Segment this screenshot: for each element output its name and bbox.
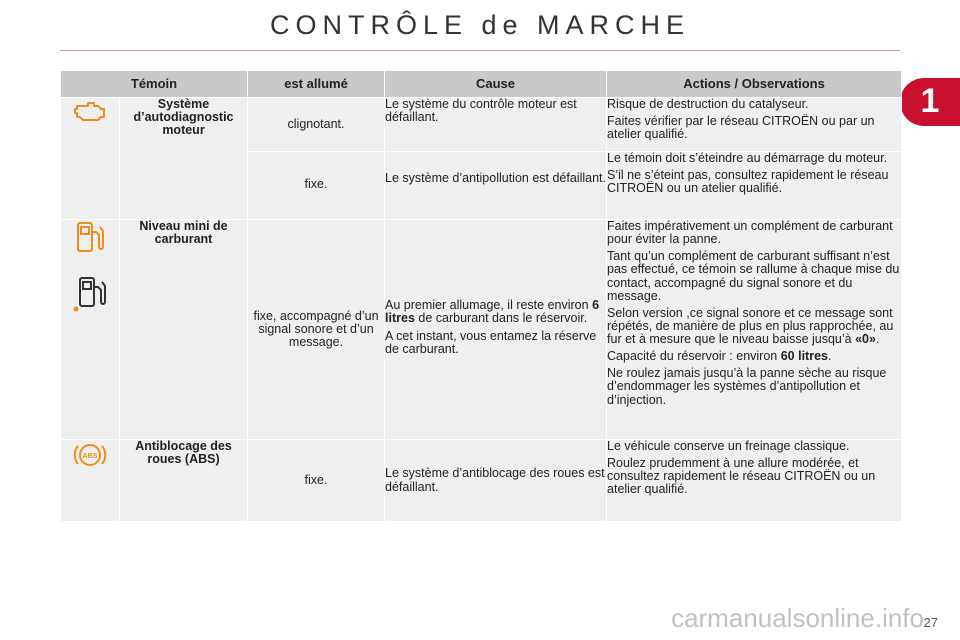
chapter-tab[interactable] (900, 78, 960, 126)
engine-actions-1 (607, 98, 902, 152)
fuel-reserve-volume: 6 litres (385, 298, 600, 326)
fuel-pump-icon (61, 220, 119, 257)
engine-name: Système d’autodiagnostic moteur (120, 98, 248, 220)
abs-icon (73, 453, 107, 473)
action-line: Risque de destruction du catalyseur. (607, 97, 809, 111)
action-line: Faites impérativement un complément de carburant pour éviter la panne. (607, 219, 893, 247)
action-line: Le véhicule conserve un freinage classique. (607, 439, 850, 453)
engine-icon-cell (61, 98, 120, 220)
table-header-row (61, 71, 902, 98)
action-line: Capacité du réservoir : environ 60 litres. (607, 349, 832, 364)
action-line: Faites vérifier par le réseau CITROËN ou par un atelier qualifié. (607, 114, 875, 142)
action-line: S’il ne s’éteint pas, consultez rapidement le réseau CITROËN ou un atelier qualifié. (607, 168, 889, 196)
abs-state: fixe. (248, 440, 385, 522)
fuel-icon-cell (61, 220, 120, 440)
abs-name: Antiblocage des roues (ABS) (120, 440, 248, 522)
fuel-pump-low-icon (61, 275, 119, 316)
watermark: carmanualsonline.info (671, 603, 924, 633)
fuel-cause-line: Au premier allumage, il reste environ 6 litres de carburant dans le réservoir. (385, 298, 600, 326)
warning-lights-table (60, 70, 902, 522)
page-title: CONTRÔLE de MARCHE (269, 10, 691, 40)
fuel-actions (607, 220, 902, 440)
table-row (61, 440, 902, 522)
engine-warning-icon (73, 113, 107, 127)
fuel-state: fixe, accompagné d’un signal sonore et d’un message. (248, 220, 385, 440)
header-est-allume: est allumé (248, 71, 385, 98)
title-divider (60, 50, 900, 51)
action-line: Roulez prudemment à une allure modérée, et consultez rapidement le réseau CITROËN ou un atelier qualifié. (607, 456, 876, 497)
action-line: Selon version ,ce signal sonore et ce message sont répétés, de manière de plus en plus rapprochée, au fur et à mesure que le niveau baisse jusqu’à «0». (607, 305, 894, 346)
action-line: Le témoin doit s’éteindre au démarrage du moteur. (607, 151, 888, 165)
engine-state-1: clignotant. (248, 98, 385, 152)
page-number: 27 (923, 615, 938, 630)
table-row (61, 98, 902, 152)
action-line: Ne roulez jamais jusqu’à la panne sèche au risque d’endommager les systèmes d’antipollution et d’injection. (607, 366, 887, 407)
engine-state-2: fixe. (248, 152, 385, 220)
engine-cause-1: Le système du contrôle moteur est défaillant. (385, 98, 607, 152)
header-temoin: Témoin (61, 71, 248, 98)
svg-text:ABS: ABS (82, 453, 98, 460)
abs-actions (607, 440, 902, 522)
engine-actions-2 (607, 152, 902, 220)
fuel-cause (385, 220, 607, 440)
fuel-cause-line: A cet instant, vous entamez la réserve de carburant. (385, 328, 597, 356)
abs-cause: Le système d’antiblocage des roues est défaillant. (385, 440, 607, 522)
header-cause: Cause (385, 71, 607, 98)
abs-icon-cell (61, 440, 120, 522)
chapter-number: 1 (920, 82, 940, 120)
header-actions: Actions / Observations (607, 71, 902, 98)
table-row (61, 220, 902, 440)
action-line: Tant qu’un complément de carburant suffisant n’est pas effectué, ce témoin se rallume à chaque mise du contact, accompagné du signal sonore et du message. (607, 249, 900, 303)
engine-cause-2: Le système d’antipollution est défaillant. (385, 152, 607, 220)
fuel-name: Niveau mini de carburant (120, 220, 248, 440)
